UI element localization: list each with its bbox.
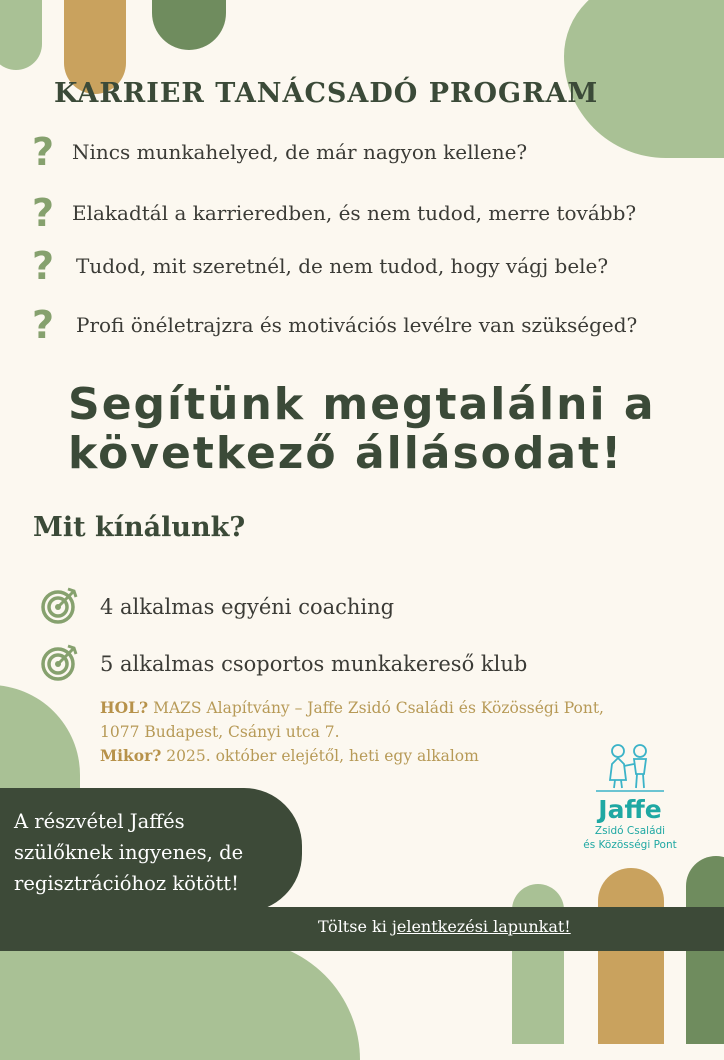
jaffe-logo	[580, 742, 680, 852]
question-mark-icon: ?	[32, 303, 55, 347]
question-text: Tudod, mit szeretnél, de nem tudod, hogy vágj bele?	[76, 254, 609, 278]
deco-pill-green-top	[152, 0, 226, 50]
offer-text: 5 alkalmas csoportos munkakereső klub	[100, 652, 528, 676]
cta-prefix: Töltse ki	[318, 917, 392, 936]
deco-pill-gold-bottom	[598, 868, 664, 1044]
page-title: KARRIER TANÁCSADÓ PROGRAM	[54, 78, 599, 109]
question-text: Elakadtál a karrieredben, és nem tudod, merre tovább?	[72, 201, 637, 225]
headline-line-1: Segítünk megtalálni a	[68, 379, 656, 430]
headline-line-2: következő állásodat!	[68, 428, 624, 479]
children-icon	[590, 777, 670, 796]
when-label: Mikor?	[100, 746, 162, 765]
free-note-line-1: A részvétel Jaffés	[14, 810, 185, 833]
offer-item	[40, 585, 394, 629]
question-item	[32, 244, 609, 288]
free-note-line-3: regisztrációhoz kötött!	[14, 872, 239, 895]
target-icon	[40, 585, 80, 629]
where-line-2: 1077 Budapest, Csányi utca 7.	[100, 723, 340, 741]
free-note-line-2: szülőknek ingyenes, de	[14, 841, 244, 864]
registration-link[interactable]: jelentkezési lapunkat!	[391, 917, 571, 936]
deco-blob-top-left	[0, 0, 42, 70]
question-mark-icon: ?	[32, 130, 55, 174]
free-note	[14, 806, 243, 899]
offer-text: 4 alkalmas egyéni coaching	[100, 595, 395, 619]
cta-text	[318, 917, 571, 936]
question-text: Profi önéletrajzra és motivációs levélre van szükséged?	[76, 313, 638, 337]
logo-name: Jaffe	[598, 795, 662, 824]
deco-blob-bottom-left	[0, 940, 360, 1060]
where-line-1: MAZS Alapítvány – Jaffe Zsidó Családi és Közösségi Pont,	[148, 699, 604, 717]
question-item	[32, 191, 637, 235]
headline	[68, 380, 656, 478]
question-mark-icon: ?	[32, 244, 55, 288]
offer-title: Mit kínálunk?	[33, 512, 246, 543]
when-value: 2025. október elejétől, heti egy alkalom	[161, 747, 479, 765]
logo-subtitle-1: Zsidó Családi	[594, 825, 666, 837]
logo-subtitle-2: és Közösségi Pont	[583, 839, 677, 851]
question-mark-icon: ?	[32, 191, 55, 235]
offer-item	[40, 642, 527, 686]
question-text: Nincs munkahelyed, de már nagyon kellene?	[72, 140, 528, 164]
question-item	[32, 303, 638, 347]
target-icon	[40, 642, 80, 686]
event-info	[100, 696, 604, 768]
question-item	[32, 130, 528, 174]
where-label: HOL?	[100, 698, 149, 717]
